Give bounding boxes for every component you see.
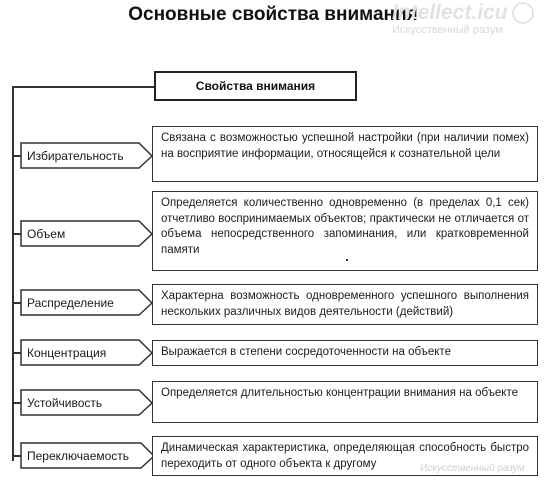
stray-dot — [346, 259, 348, 261]
property-text-4: Выражается в степени сосредоточенности на объекте — [161, 346, 451, 358]
bracket-top-line — [12, 86, 154, 88]
page-title: Основные свойства внимания — [128, 4, 418, 25]
property-text-5: Определяется длительностью концентрации внимания на объекте — [161, 387, 518, 399]
property-label-4 — [21, 340, 153, 366]
property-description-4 — [152, 340, 538, 366]
watermark-bottom: Искусственный разум — [420, 463, 525, 474]
property-label-1 — [21, 143, 153, 169]
property-text-1: Связана с возможностью успешной настройки (при наличии помех) на восприятие информации, относящейся к сознательной цели — [161, 132, 529, 160]
property-name-1: Избирательность — [27, 149, 124, 163]
property-name-5: Устойчивость — [27, 396, 103, 410]
property-text-2: Определяется количественно одновременно (в пределах 0,1 сек) отчетливо воспринимаемых объектов; практически не отличается от объема непосредственного запоминания, или кратковременной памяти — [161, 197, 529, 256]
property-description-1 — [152, 126, 538, 182]
property-label-2 — [21, 221, 153, 247]
property-name-6: Переключаемость — [27, 449, 130, 463]
watermark-line2: Искусственный разум — [392, 24, 503, 36]
property-text-3: Характерна возможность одновременного успешного выполнения нескольких различных видов деятельности (действий) — [161, 290, 529, 318]
property-name-3: Распределение — [27, 296, 114, 310]
property-description-5 — [152, 381, 538, 423]
watermark-logo — [392, 2, 542, 42]
property-name-2: Объем — [27, 227, 66, 241]
property-label-6 — [21, 443, 155, 469]
watermark-line1: Intellect.icu — [392, 1, 508, 24]
property-name-4: Концентрация — [27, 346, 107, 360]
property-label-5 — [21, 390, 153, 416]
property-label-3 — [21, 290, 153, 316]
watermark-globe-icon — [512, 2, 534, 24]
property-text-6: Динамическая характеристика, определяющая способность быстро переходить от одного объекта к другому — [161, 442, 529, 470]
diagram-header-box: Свойства внимания — [154, 71, 357, 101]
property-description-3 — [152, 284, 538, 325]
bracket-vertical-line — [12, 87, 14, 461]
property-description-2 — [152, 191, 538, 271]
